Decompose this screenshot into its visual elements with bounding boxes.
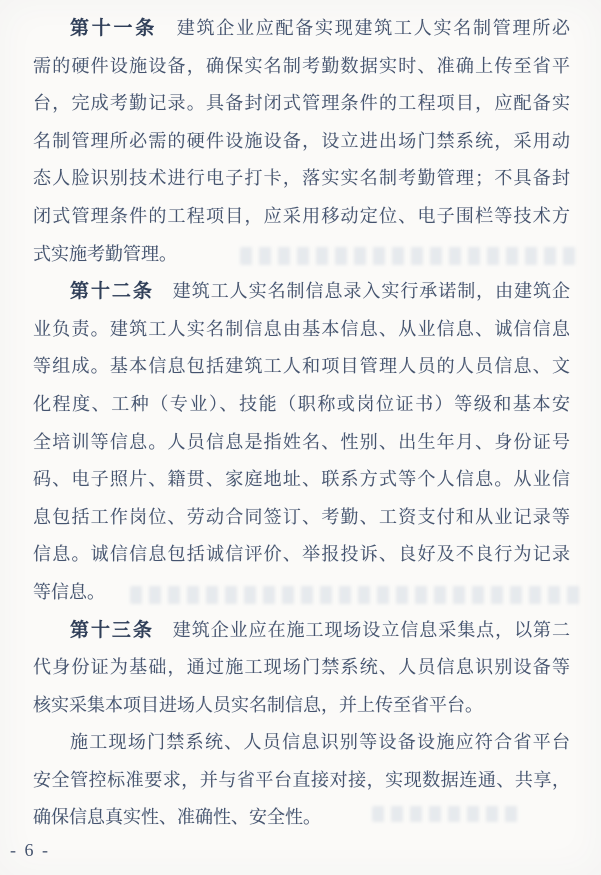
text-line: 息包括工作岗位、劳动合同签订、考勤、工资支付和从业记录等 xyxy=(33,506,570,527)
article-number: 第十一条 xyxy=(70,18,157,39)
text-line: 态人脸识别技术进行电子打卡，落实实名制考勤管理；不具备封 xyxy=(33,168,570,189)
paragraph xyxy=(33,273,570,611)
text-line: 第十二条 建筑工人实名制信息录入实行承诺制，由建筑企 xyxy=(70,281,570,303)
text-line: 业负责。建筑工人实名制信息由基本信息、从业信息、诚信信息 xyxy=(33,318,570,339)
text-line: 信息。诚信信息包括诚信评价、举报投诉、良好及不良行为记录 xyxy=(33,544,570,565)
text-line: 台，完成考勤记录。具备封闭式管理条件的工程项目，应配备实 xyxy=(33,93,570,114)
text-line: 全培训等信息。人员信息是指姓名、性别、出生年月、身份证号 xyxy=(33,431,570,452)
text-line: 核实采集本项目进场人员实名制信息，并上传至省平台。 xyxy=(33,694,483,715)
text-line: 第十三条 建筑企业应在施工现场设立信息采集点，以第二 xyxy=(70,619,570,641)
text-line: 闭式管理条件的工程项目，应采用移动定位、电子围栏等技术方 xyxy=(33,205,570,226)
text-line: 化程度、工种（专业）、技能（职称或岗位证书）等级和基本安 xyxy=(33,393,570,414)
text-line: 第十一条 建筑企业应配备实现建筑工人实名制管理所必 xyxy=(70,18,570,39)
text-line: 安全管控标准要求，并与省平台直接对接，实现数据连通、共享， xyxy=(33,769,570,790)
text-line: 确保信息真实性、准确性、安全性。 xyxy=(33,807,321,828)
text-line: 等信息。 xyxy=(33,581,105,602)
text-line: 名制管理所必需的硬件设施设备，设立进出场门禁系统，采用动 xyxy=(33,130,570,151)
paragraph xyxy=(33,10,570,273)
text-line: 式实施考勤管理。 xyxy=(33,243,177,264)
text-line: 等组成。基本信息包括建筑工人和项目管理人员的人员信息、文 xyxy=(33,356,570,377)
text-line: 需的硬件设施设备，确保实名制考勤数据实时、准确上传至省平 xyxy=(33,55,570,76)
paragraph xyxy=(33,612,570,725)
article-number: 第十三条 xyxy=(70,619,154,641)
text-line: 码、电子照片、籍贯、家庭地址、联系方式等个人信息。从业信 xyxy=(33,469,570,490)
text-line: 代身份证为基础，通过施工现场门禁系统、人员信息识别设备等 xyxy=(33,657,570,678)
page-number: - 6 - xyxy=(10,840,50,860)
article-number: 第十二条 xyxy=(70,281,154,303)
text-line: 施工现场门禁系统、人员信息识别等设备设施应符合省平台 xyxy=(70,732,570,753)
paragraph xyxy=(33,724,570,837)
